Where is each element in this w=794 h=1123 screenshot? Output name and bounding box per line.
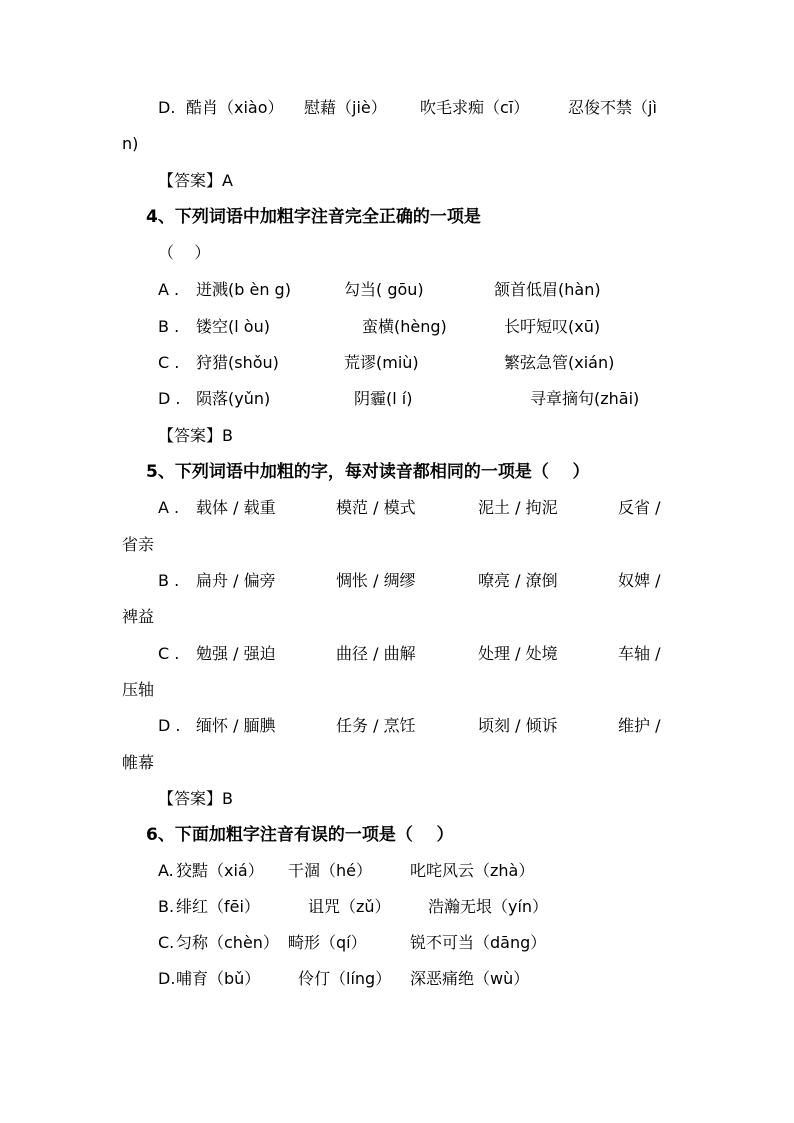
option-item: 迸溅(b èn g)	[196, 280, 291, 299]
q5-option-c	[158, 644, 678, 666]
option-item: 模范 / 模式	[336, 498, 416, 517]
option-item: 曲径 / 曲解	[336, 644, 416, 663]
option-item: 惆怅 / 绸缪	[336, 571, 416, 590]
option-item: 扁舟 / 偏旁	[196, 571, 276, 590]
q6-option-a	[158, 861, 658, 883]
option-item: 伶仃（líng）	[298, 969, 392, 988]
option-item: 处理 / 处境	[478, 644, 558, 663]
option-label: A .	[158, 280, 185, 299]
option-item: 匀称（chèn）	[176, 933, 279, 952]
q4-option-d	[158, 389, 678, 411]
option-label: C .	[158, 644, 185, 663]
option-label: C.	[158, 933, 175, 952]
option-item: 顷刻 / 倾诉	[478, 716, 558, 735]
option-item: 车轴 /	[618, 644, 661, 663]
q3-option-d-wrap: n)	[122, 134, 139, 153]
option-item: 任务 / 烹饪	[336, 716, 416, 735]
option-label: D .	[158, 716, 186, 735]
option-item: 奴婢 /	[618, 571, 661, 590]
q4-stem: 4、下列词语中加粗字注音完全正确的一项是	[146, 207, 481, 227]
option-item: 绯红（fēi）	[176, 897, 260, 916]
option-label: C .	[158, 353, 185, 372]
option-label: A .	[158, 498, 185, 517]
option-label: B.	[158, 897, 175, 916]
option-item: 陨落(yǔn)	[196, 389, 271, 408]
option-item: 颔首低眉(hàn)	[494, 280, 601, 299]
option-item: 忍俊不禁（jì	[568, 98, 657, 117]
q6-option-b	[158, 897, 658, 919]
option-item: 寻章摘句(zhāi)	[530, 389, 640, 408]
q5-option-d-wrap: 帷幕	[122, 753, 155, 772]
option-item: 缅怀 / 腼腆	[196, 716, 276, 735]
option-item: 阴霾(l í)	[354, 389, 413, 408]
option-item: 繁弦急管(xián)	[504, 353, 615, 372]
option-item: 泥土 / 拘泥	[478, 498, 558, 517]
q5-option-a	[158, 498, 678, 520]
option-item: 吹毛求痴（cī）	[420, 98, 530, 117]
q4-answer: 【答案】B	[158, 426, 233, 445]
q6-stem: 6、下面加粗字注音有误的一项是（ ）	[146, 825, 454, 845]
option-item: 哺育（bǔ）	[176, 969, 261, 988]
option-item: 嘹亮 / 潦倒	[478, 571, 558, 590]
option-item: 锐不可当（dāng）	[410, 933, 547, 952]
option-item: 勾当( gōu)	[344, 280, 424, 299]
q5-stem: 5、下列词语中加粗的字，每对读音都相同的一项是（ ）	[146, 462, 590, 482]
option-label: A.	[158, 861, 174, 880]
option-item: 载体 / 载重	[196, 498, 276, 517]
q5-option-c-wrap: 压轴	[122, 680, 155, 699]
option-item: 干涸（hé）	[288, 861, 372, 880]
q6-option-c	[158, 933, 658, 955]
q5-answer: 【答案】B	[158, 789, 233, 808]
option-item: 深恶痛绝（wù）	[410, 969, 530, 988]
q5-option-b-wrap: 裨益	[122, 607, 155, 626]
option-item: 畸形（qí）	[288, 933, 367, 952]
option-item: 反省 /	[618, 498, 661, 517]
option-item: 狡黠（xiá）	[176, 861, 264, 880]
q6-option-d	[158, 969, 658, 991]
option-item: 诅咒（zǔ）	[308, 897, 391, 916]
option-item: 叱咤风云（zhà）	[410, 861, 535, 880]
q3-answer: 【答案】A	[158, 171, 233, 190]
option-item: 荒谬(miù)	[344, 353, 419, 372]
option-label: D.	[158, 969, 176, 988]
option-label: D.	[158, 98, 181, 117]
option-item: 酷肖（xiào）	[186, 98, 284, 117]
option-item: 勉强 / 强迫	[196, 644, 276, 663]
option-label: B .	[158, 317, 185, 336]
option-item: 慰藉（jiè）	[304, 98, 387, 117]
option-item: 蛮横(hèng)	[362, 317, 447, 336]
q4-option-b	[158, 317, 658, 339]
q5-option-d	[158, 716, 678, 738]
option-label: D .	[158, 389, 186, 408]
option-item: 镂空(l òu)	[196, 317, 270, 336]
q4-option-c	[158, 353, 658, 375]
q3-option-d	[158, 98, 678, 120]
option-item: 维护 /	[618, 716, 661, 735]
option-item: 长吁短叹(xū)	[504, 317, 601, 336]
option-item: 狩猎(shǒu)	[196, 353, 279, 372]
q4-answer-paren: （ ）	[158, 243, 211, 262]
option-label: B .	[158, 571, 185, 590]
option-item: 浩瀚无垠（yín）	[428, 897, 549, 916]
q5-option-b	[158, 571, 678, 593]
q5-option-a-wrap: 省亲	[122, 535, 155, 554]
q4-option-a	[158, 280, 658, 302]
